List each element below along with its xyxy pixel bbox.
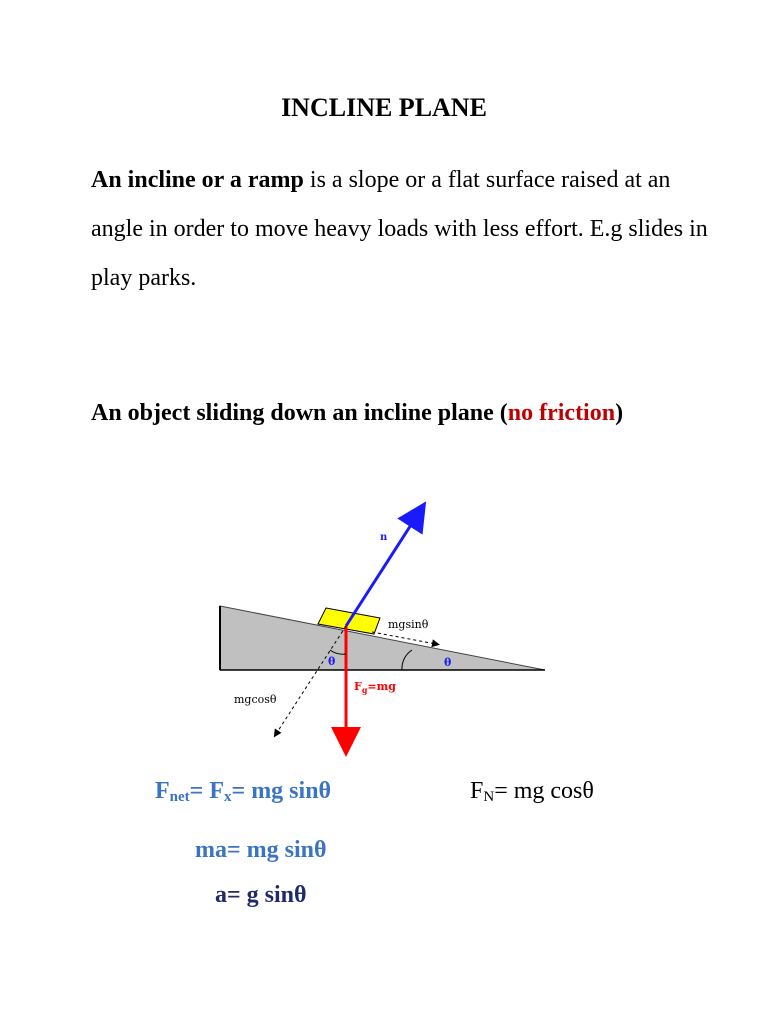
- eq-fnet-mid: = F: [189, 778, 225, 804]
- incline-diagram: [200, 500, 570, 760]
- section-heading: [91, 388, 651, 439]
- page-title: INCLINE PLANE: [281, 93, 487, 122]
- intro-paragraph: [91, 156, 711, 303]
- eq-fnet-f: F: [155, 778, 170, 804]
- label-n: n: [380, 532, 388, 543]
- label-fg-sub: g: [361, 685, 368, 695]
- intro-text: is a slope or a flat surface raised at an angle in order to move heavy loads with less effort. E.g slides in play parks.: [91, 167, 708, 291]
- equation-fn: [470, 778, 594, 806]
- label-mgsin: mgsinθ: [388, 618, 429, 631]
- label-fg-f: F: [354, 680, 362, 693]
- label-mgcos: mgcosθ: [234, 693, 277, 706]
- normal-force-arrow: [346, 514, 418, 626]
- eq-fn-f: F: [470, 778, 484, 804]
- eq-fnet-rest: = mg sinθ: [231, 778, 332, 804]
- label-fg: [354, 680, 396, 695]
- label-theta-force: θ: [328, 655, 336, 668]
- equation-a: a= g sinθ: [215, 882, 307, 908]
- eq-fn-rest: = mg cosθ: [494, 778, 594, 804]
- ramp-shape: [220, 606, 545, 670]
- eq-fnet-sub: net: [169, 789, 190, 805]
- intro-term: An incline or a ramp: [91, 167, 304, 193]
- eq-fn-sub: N: [483, 789, 495, 805]
- heading-close: ): [615, 400, 624, 426]
- equation-ma: ma= mg sinθ: [195, 837, 327, 863]
- heading-no-friction: no friction: [507, 400, 616, 426]
- label-theta-ramp: θ: [444, 656, 452, 669]
- label-fg-rest: =mg: [367, 680, 396, 693]
- heading-text: An object sliding down an incline plane (: [91, 400, 508, 426]
- equation-fnet: [155, 778, 331, 806]
- eq-fnet-sub2: x: [224, 789, 232, 805]
